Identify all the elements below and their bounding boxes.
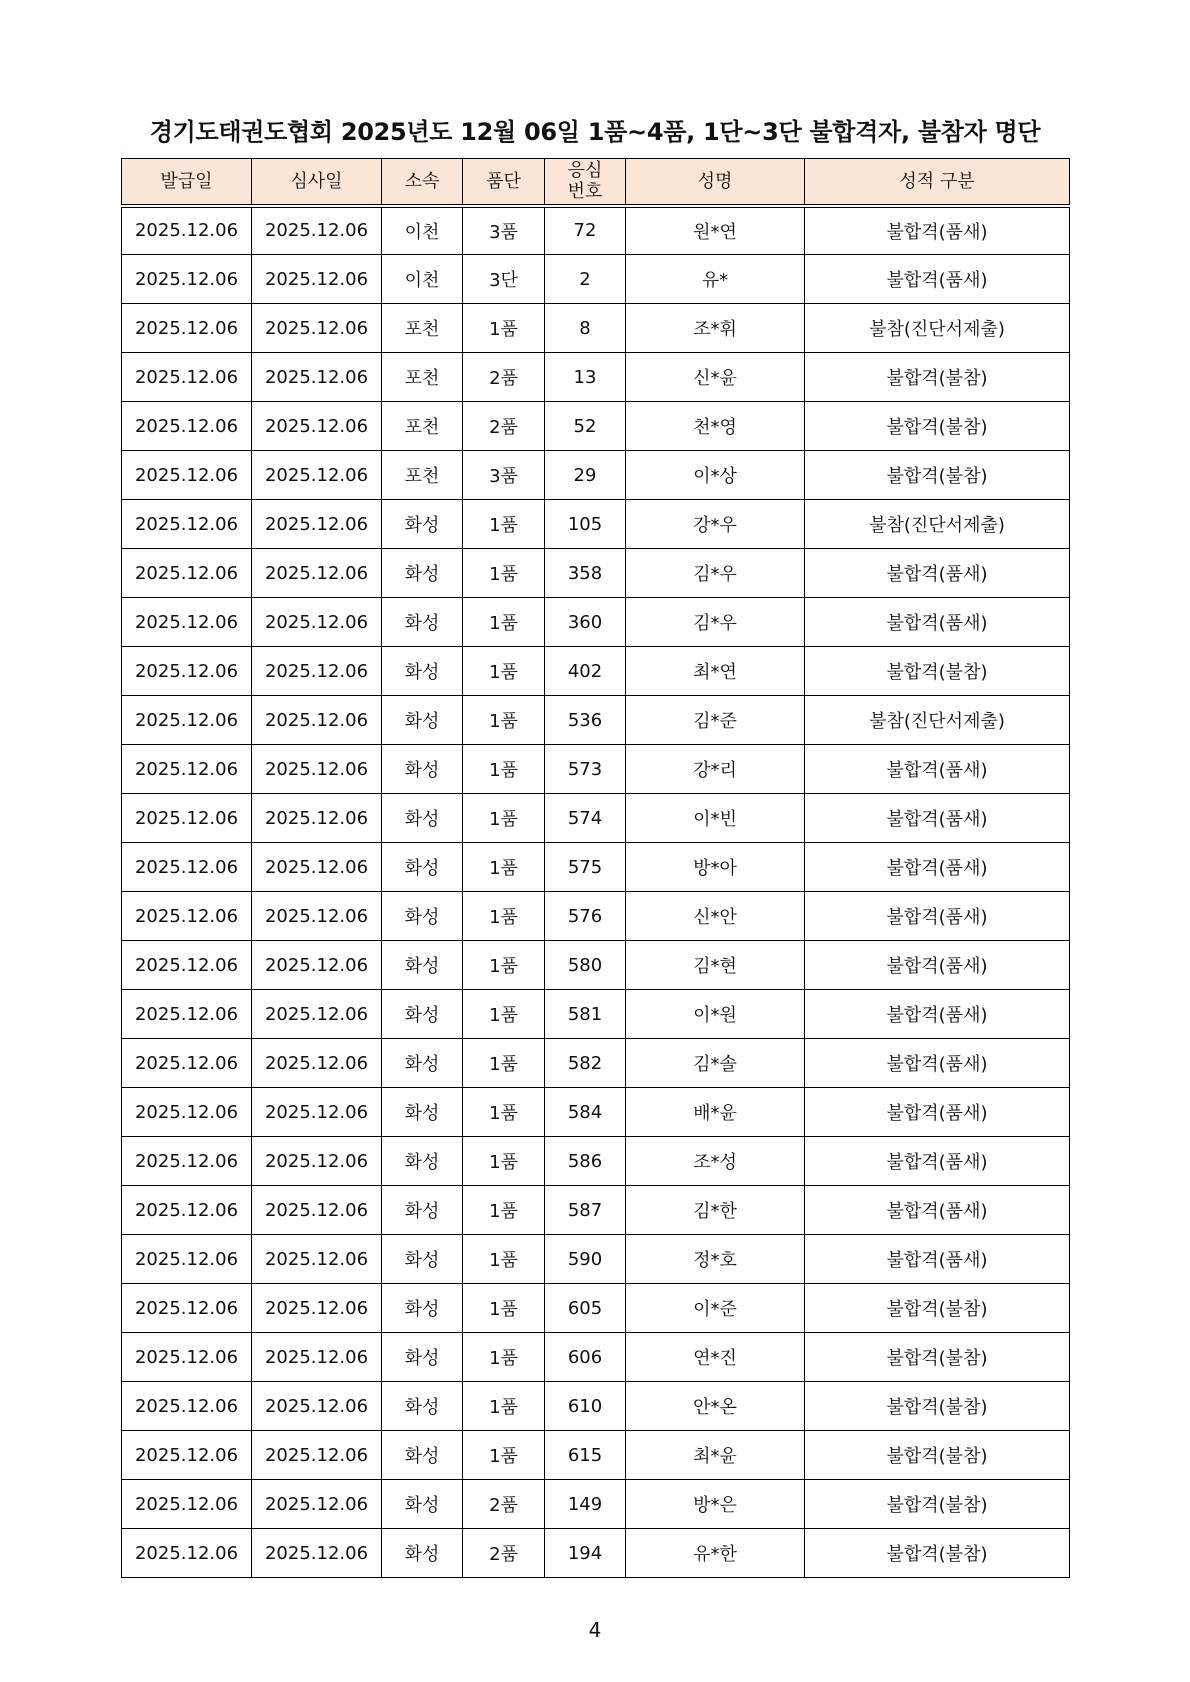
cell-rank: 3품: [463, 206, 545, 255]
header-rank: 품단: [463, 159, 545, 206]
cell-name: 이*상: [626, 451, 805, 500]
cell-issue-date: 2025.12.06: [122, 549, 252, 598]
cell-result: 불합격(품새): [805, 206, 1070, 255]
cell-result: 불합격(불참): [805, 1529, 1070, 1578]
cell-exam-number: 360: [545, 598, 626, 647]
cell-result: 불합격(불참): [805, 451, 1070, 500]
cell-name: 신*안: [626, 892, 805, 941]
cell-exam-number: 358: [545, 549, 626, 598]
header-name: 성명: [626, 159, 805, 206]
table-row: [122, 647, 1070, 696]
cell-affiliation: 화성: [382, 941, 463, 990]
cell-issue-date: 2025.12.06: [122, 647, 252, 696]
cell-exam-date: 2025.12.06: [252, 1284, 382, 1333]
results-table: [121, 158, 1070, 1578]
cell-result: 불합격(불참): [805, 647, 1070, 696]
cell-rank: 1품: [463, 843, 545, 892]
cell-affiliation: 화성: [382, 647, 463, 696]
cell-result: 불합격(불참): [805, 1333, 1070, 1382]
cell-rank: 2품: [463, 1480, 545, 1529]
table-row: [122, 892, 1070, 941]
table-row: [122, 1284, 1070, 1333]
table-row: [122, 500, 1070, 549]
cell-issue-date: 2025.12.06: [122, 1480, 252, 1529]
table-row: [122, 598, 1070, 647]
cell-result: 불합격(품새): [805, 255, 1070, 304]
cell-issue-date: 2025.12.06: [122, 794, 252, 843]
cell-name: 조*휘: [626, 304, 805, 353]
cell-exam-date: 2025.12.06: [252, 206, 382, 255]
table-row: [122, 1480, 1070, 1529]
cell-exam-date: 2025.12.06: [252, 941, 382, 990]
cell-name: 이*준: [626, 1284, 805, 1333]
table-row: [122, 1529, 1070, 1578]
cell-name: 유*: [626, 255, 805, 304]
cell-exam-date: 2025.12.06: [252, 1431, 382, 1480]
cell-name: 김*준: [626, 696, 805, 745]
cell-exam-date: 2025.12.06: [252, 451, 382, 500]
cell-rank: 1품: [463, 549, 545, 598]
cell-affiliation: 화성: [382, 990, 463, 1039]
cell-affiliation: 화성: [382, 1284, 463, 1333]
cell-issue-date: 2025.12.06: [122, 304, 252, 353]
cell-issue-date: 2025.12.06: [122, 1529, 252, 1578]
cell-issue-date: 2025.12.06: [122, 1333, 252, 1382]
cell-issue-date: 2025.12.06: [122, 990, 252, 1039]
cell-exam-date: 2025.12.06: [252, 1186, 382, 1235]
cell-result: 불합격(불참): [805, 1480, 1070, 1529]
cell-affiliation: 화성: [382, 1529, 463, 1578]
cell-exam-number: 590: [545, 1235, 626, 1284]
table-row: [122, 1382, 1070, 1431]
cell-affiliation: 화성: [382, 696, 463, 745]
cell-result: 불합격(품새): [805, 1137, 1070, 1186]
cell-exam-date: 2025.12.06: [252, 1529, 382, 1578]
cell-issue-date: 2025.12.06: [122, 402, 252, 451]
cell-affiliation: 포천: [382, 304, 463, 353]
cell-result: 불합격(품새): [805, 843, 1070, 892]
cell-affiliation: 화성: [382, 1088, 463, 1137]
cell-rank: 3품: [463, 451, 545, 500]
table-row: [122, 353, 1070, 402]
cell-affiliation: 포천: [382, 451, 463, 500]
cell-rank: 1품: [463, 1186, 545, 1235]
cell-name: 강*리: [626, 745, 805, 794]
cell-affiliation: 화성: [382, 843, 463, 892]
cell-exam-number: 615: [545, 1431, 626, 1480]
cell-exam-number: 149: [545, 1480, 626, 1529]
cell-exam-number: 52: [545, 402, 626, 451]
cell-issue-date: 2025.12.06: [122, 353, 252, 402]
cell-rank: 1품: [463, 1382, 545, 1431]
cell-rank: 1품: [463, 941, 545, 990]
cell-exam-number: 536: [545, 696, 626, 745]
cell-exam-date: 2025.12.06: [252, 1333, 382, 1382]
cell-affiliation: 포천: [382, 402, 463, 451]
cell-issue-date: 2025.12.06: [122, 1382, 252, 1431]
cell-affiliation: 이천: [382, 206, 463, 255]
cell-exam-number: 610: [545, 1382, 626, 1431]
cell-name: 방*은: [626, 1480, 805, 1529]
cell-result: 불참(진단서제출): [805, 304, 1070, 353]
cell-issue-date: 2025.12.06: [122, 500, 252, 549]
cell-issue-date: 2025.12.06: [122, 696, 252, 745]
cell-affiliation: 화성: [382, 1480, 463, 1529]
cell-exam-date: 2025.12.06: [252, 402, 382, 451]
cell-name: 원*연: [626, 206, 805, 255]
cell-exam-date: 2025.12.06: [252, 1382, 382, 1431]
cell-exam-number: 582: [545, 1039, 626, 1088]
cell-result: 불합격(품새): [805, 598, 1070, 647]
table-header-row: [122, 159, 1070, 206]
cell-name: 연*진: [626, 1333, 805, 1382]
cell-issue-date: 2025.12.06: [122, 1039, 252, 1088]
cell-result: 불합격(불참): [805, 1284, 1070, 1333]
table-row: [122, 1088, 1070, 1137]
table-row: [122, 1137, 1070, 1186]
cell-name: 김*한: [626, 1186, 805, 1235]
cell-name: 김*우: [626, 598, 805, 647]
table-row: [122, 402, 1070, 451]
cell-affiliation: 화성: [382, 1186, 463, 1235]
cell-affiliation: 화성: [382, 598, 463, 647]
table-row: [122, 745, 1070, 794]
cell-rank: 1품: [463, 696, 545, 745]
cell-exam-number: 584: [545, 1088, 626, 1137]
cell-name: 강*우: [626, 500, 805, 549]
cell-exam-date: 2025.12.06: [252, 647, 382, 696]
cell-result: 불합격(불참): [805, 1431, 1070, 1480]
table-row: [122, 1186, 1070, 1235]
cell-result: 불합격(품새): [805, 1039, 1070, 1088]
cell-exam-date: 2025.12.06: [252, 843, 382, 892]
cell-rank: 1품: [463, 794, 545, 843]
cell-issue-date: 2025.12.06: [122, 1088, 252, 1137]
cell-exam-date: 2025.12.06: [252, 1480, 382, 1529]
cell-name: 김*솔: [626, 1039, 805, 1088]
cell-issue-date: 2025.12.06: [122, 451, 252, 500]
cell-result: 불합격(품새): [805, 1235, 1070, 1284]
cell-exam-number: 72: [545, 206, 626, 255]
table-row: [122, 1333, 1070, 1382]
cell-exam-number: 194: [545, 1529, 626, 1578]
cell-exam-number: 606: [545, 1333, 626, 1382]
cell-affiliation: 화성: [382, 1382, 463, 1431]
table-row: [122, 255, 1070, 304]
cell-result: 불합격(품새): [805, 745, 1070, 794]
cell-affiliation: 화성: [382, 794, 463, 843]
cell-result: 불합격(불참): [805, 402, 1070, 451]
cell-name: 이*원: [626, 990, 805, 1039]
cell-exam-number: 573: [545, 745, 626, 794]
page-number: 4: [588, 1618, 602, 1642]
cell-result: 불합격(품새): [805, 892, 1070, 941]
header-exam-date: 심사일: [252, 159, 382, 206]
cell-exam-date: 2025.12.06: [252, 500, 382, 549]
cell-name: 천*영: [626, 402, 805, 451]
cell-result: 불합격(불참): [805, 353, 1070, 402]
cell-exam-date: 2025.12.06: [252, 255, 382, 304]
cell-name: 김*현: [626, 941, 805, 990]
cell-issue-date: 2025.12.06: [122, 1235, 252, 1284]
cell-issue-date: 2025.12.06: [122, 1431, 252, 1480]
cell-rank: 1품: [463, 647, 545, 696]
document-title: 경기도태권도협회 2025년도 12월 06일 1품~4품, 1단~3단 불합격자, 불참자 명단: [149, 118, 1041, 146]
cell-name: 유*한: [626, 1529, 805, 1578]
cell-rank: 1품: [463, 1333, 545, 1382]
cell-result: 불합격(품새): [805, 549, 1070, 598]
cell-exam-number: 13: [545, 353, 626, 402]
cell-affiliation: 화성: [382, 500, 463, 549]
cell-exam-date: 2025.12.06: [252, 1235, 382, 1284]
table-row: [122, 843, 1070, 892]
cell-affiliation: 화성: [382, 549, 463, 598]
cell-result: 불합격(품새): [805, 1088, 1070, 1137]
table-row: [122, 451, 1070, 500]
cell-rank: 1품: [463, 1284, 545, 1333]
cell-exam-number: 8: [545, 304, 626, 353]
cell-name: 안*온: [626, 1382, 805, 1431]
cell-result: 불합격(품새): [805, 794, 1070, 843]
cell-exam-number: 586: [545, 1137, 626, 1186]
header-exam-number: [545, 159, 626, 206]
cell-issue-date: 2025.12.06: [122, 941, 252, 990]
cell-name: 정*호: [626, 1235, 805, 1284]
cell-exam-date: 2025.12.06: [252, 696, 382, 745]
header-result: 성적 구분: [805, 159, 1070, 206]
cell-issue-date: 2025.12.06: [122, 892, 252, 941]
table-row: [122, 1235, 1070, 1284]
cell-exam-number: 402: [545, 647, 626, 696]
cell-exam-date: 2025.12.06: [252, 794, 382, 843]
cell-exam-number: 581: [545, 990, 626, 1039]
cell-name: 최*윤: [626, 1431, 805, 1480]
cell-rank: 1품: [463, 500, 545, 549]
cell-exam-number: 587: [545, 1186, 626, 1235]
cell-rank: 1품: [463, 990, 545, 1039]
cell-affiliation: 포천: [382, 353, 463, 402]
cell-rank: 2품: [463, 402, 545, 451]
cell-exam-date: 2025.12.06: [252, 892, 382, 941]
cell-rank: 1품: [463, 304, 545, 353]
cell-name: 신*윤: [626, 353, 805, 402]
cell-rank: 1품: [463, 598, 545, 647]
cell-issue-date: 2025.12.06: [122, 598, 252, 647]
cell-exam-number: 580: [545, 941, 626, 990]
cell-affiliation: 화성: [382, 1431, 463, 1480]
cell-name: 방*아: [626, 843, 805, 892]
cell-exam-date: 2025.12.06: [252, 353, 382, 402]
cell-exam-number: 575: [545, 843, 626, 892]
cell-result: 불합격(품새): [805, 941, 1070, 990]
cell-rank: 1품: [463, 1137, 545, 1186]
cell-result: 불합격(품새): [805, 1186, 1070, 1235]
cell-exam-date: 2025.12.06: [252, 598, 382, 647]
header-issue-date: 발급일: [122, 159, 252, 206]
cell-affiliation: 화성: [382, 892, 463, 941]
cell-exam-number: 29: [545, 451, 626, 500]
table-row: [122, 941, 1070, 990]
table-row: [122, 696, 1070, 745]
cell-result: 불합격(불참): [805, 1382, 1070, 1431]
cell-rank: 2품: [463, 353, 545, 402]
cell-name: 이*빈: [626, 794, 805, 843]
cell-exam-date: 2025.12.06: [252, 549, 382, 598]
table-row: [122, 304, 1070, 353]
cell-affiliation: 화성: [382, 1235, 463, 1284]
cell-issue-date: 2025.12.06: [122, 745, 252, 794]
cell-exam-number: 2: [545, 255, 626, 304]
header-exam-number-line1: 응심: [567, 160, 603, 182]
cell-rank: 1품: [463, 1431, 545, 1480]
cell-name: 김*우: [626, 549, 805, 598]
cell-issue-date: 2025.12.06: [122, 1186, 252, 1235]
cell-rank: 1품: [463, 1088, 545, 1137]
cell-issue-date: 2025.12.06: [122, 1284, 252, 1333]
cell-exam-number: 576: [545, 892, 626, 941]
cell-result: 불참(진단서제출): [805, 500, 1070, 549]
cell-exam-number: 105: [545, 500, 626, 549]
table-row: [122, 794, 1070, 843]
cell-affiliation: 화성: [382, 1333, 463, 1382]
cell-name: 조*성: [626, 1137, 805, 1186]
header-affiliation: 소속: [382, 159, 463, 206]
cell-affiliation: 화성: [382, 1039, 463, 1088]
header-exam-number-line2: 번호: [567, 181, 603, 203]
table-body: [122, 206, 1070, 1578]
cell-affiliation: 화성: [382, 745, 463, 794]
cell-exam-number: 605: [545, 1284, 626, 1333]
cell-affiliation: 화성: [382, 1137, 463, 1186]
table-row: [122, 1431, 1070, 1480]
cell-affiliation: 이천: [382, 255, 463, 304]
cell-exam-number: 574: [545, 794, 626, 843]
cell-exam-date: 2025.12.06: [252, 1137, 382, 1186]
cell-name: 최*연: [626, 647, 805, 696]
cell-exam-date: 2025.12.06: [252, 1088, 382, 1137]
cell-issue-date: 2025.12.06: [122, 1137, 252, 1186]
table-row: [122, 990, 1070, 1039]
cell-exam-date: 2025.12.06: [252, 304, 382, 353]
cell-issue-date: 2025.12.06: [122, 843, 252, 892]
table-row: [122, 206, 1070, 255]
cell-rank: 1품: [463, 1039, 545, 1088]
cell-rank: 2품: [463, 1529, 545, 1578]
cell-rank: 1품: [463, 745, 545, 794]
cell-exam-date: 2025.12.06: [252, 1039, 382, 1088]
cell-issue-date: 2025.12.06: [122, 255, 252, 304]
cell-rank: 1품: [463, 1235, 545, 1284]
cell-result: 불합격(품새): [805, 990, 1070, 1039]
table-row: [122, 549, 1070, 598]
cell-exam-date: 2025.12.06: [252, 745, 382, 794]
cell-exam-date: 2025.12.06: [252, 990, 382, 1039]
cell-result: 불참(진단서제출): [805, 696, 1070, 745]
cell-name: 배*윤: [626, 1088, 805, 1137]
table-row: [122, 1039, 1070, 1088]
cell-rank: 3단: [463, 255, 545, 304]
cell-issue-date: 2025.12.06: [122, 206, 252, 255]
cell-rank: 1품: [463, 892, 545, 941]
